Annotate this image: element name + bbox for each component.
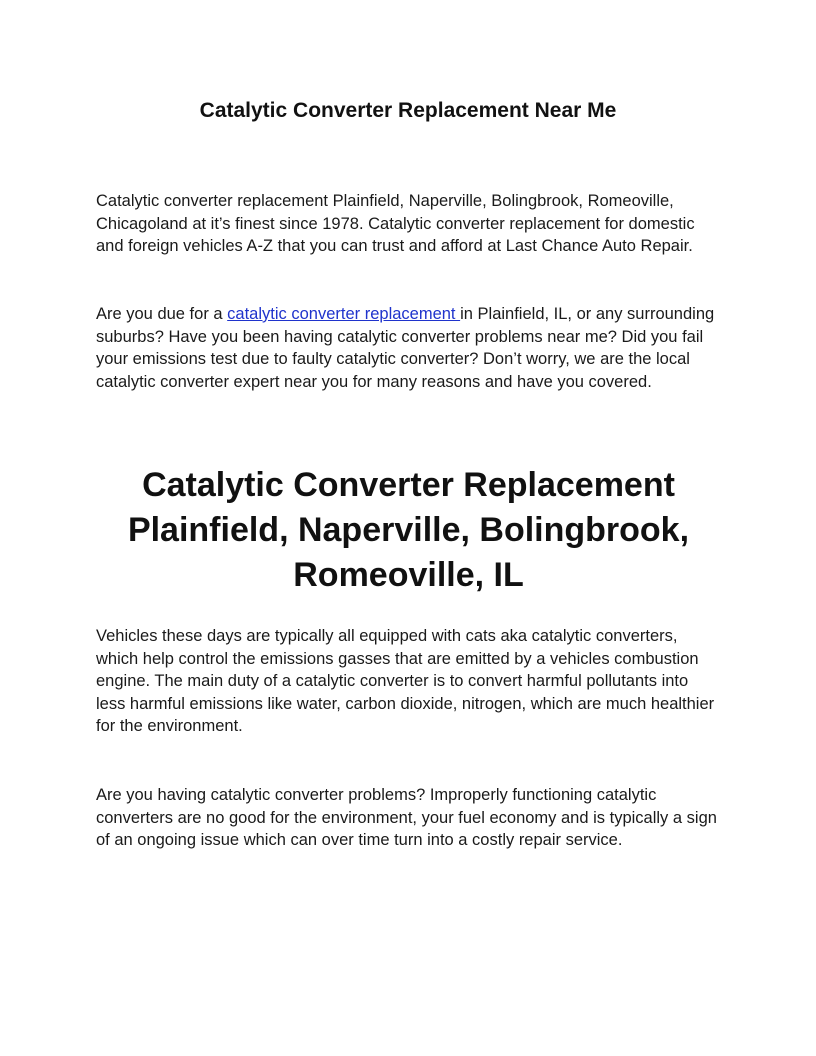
- second-paragraph: [96, 303, 721, 393]
- second-paragraph-after-link: in Plainfield, IL, or any surrounding suburbs? Have you been having catalytic converter problems near me? Did you fail your emissions test due to faulty catalytic converter? Don’t worry, we are the local catalytic converter expert near you for many reasons and have you covered.: [96, 305, 715, 391]
- fourth-paragraph: Are you having catalytic converter problems? Improperly functioning catalytic converters are no good for the environment, your fuel economy and is typically a sign of an ongoing issue which can over time turn into a costly repair service.: [96, 786, 717, 850]
- third-paragraph: Vehicles these days are typically all equipped with cats aka catalytic converters, which help control the emissions gasses that are emitted by a vehicles combustion engine. The main duty of a catalytic converter is to convert harmful pollutants into less harmful emissions like water, carbon dioxide, nitrogen, which are much healthier for the environment.: [96, 627, 715, 736]
- second-paragraph-before-link: Are you due for a: [96, 305, 228, 323]
- intro-paragraph: Catalytic converter replacement Plainfield, Naperville, Bolingbrook, Romeoville, Chicagoland at it’s finest since 1978. Catalytic converter replacement for domestic and foreign vehicles A-Z that you can trust and afford at Last Chance Auto Repair.: [96, 192, 695, 256]
- section-heading: Catalytic Converter Replacement Plainfield, Naperville, Bolingbrook, Romeoville, IL: [127, 466, 690, 594]
- catalytic-converter-replacement-link[interactable]: catalytic converter replacement: [227, 305, 461, 323]
- page-title: Catalytic Converter Replacement Near Me: [199, 99, 617, 122]
